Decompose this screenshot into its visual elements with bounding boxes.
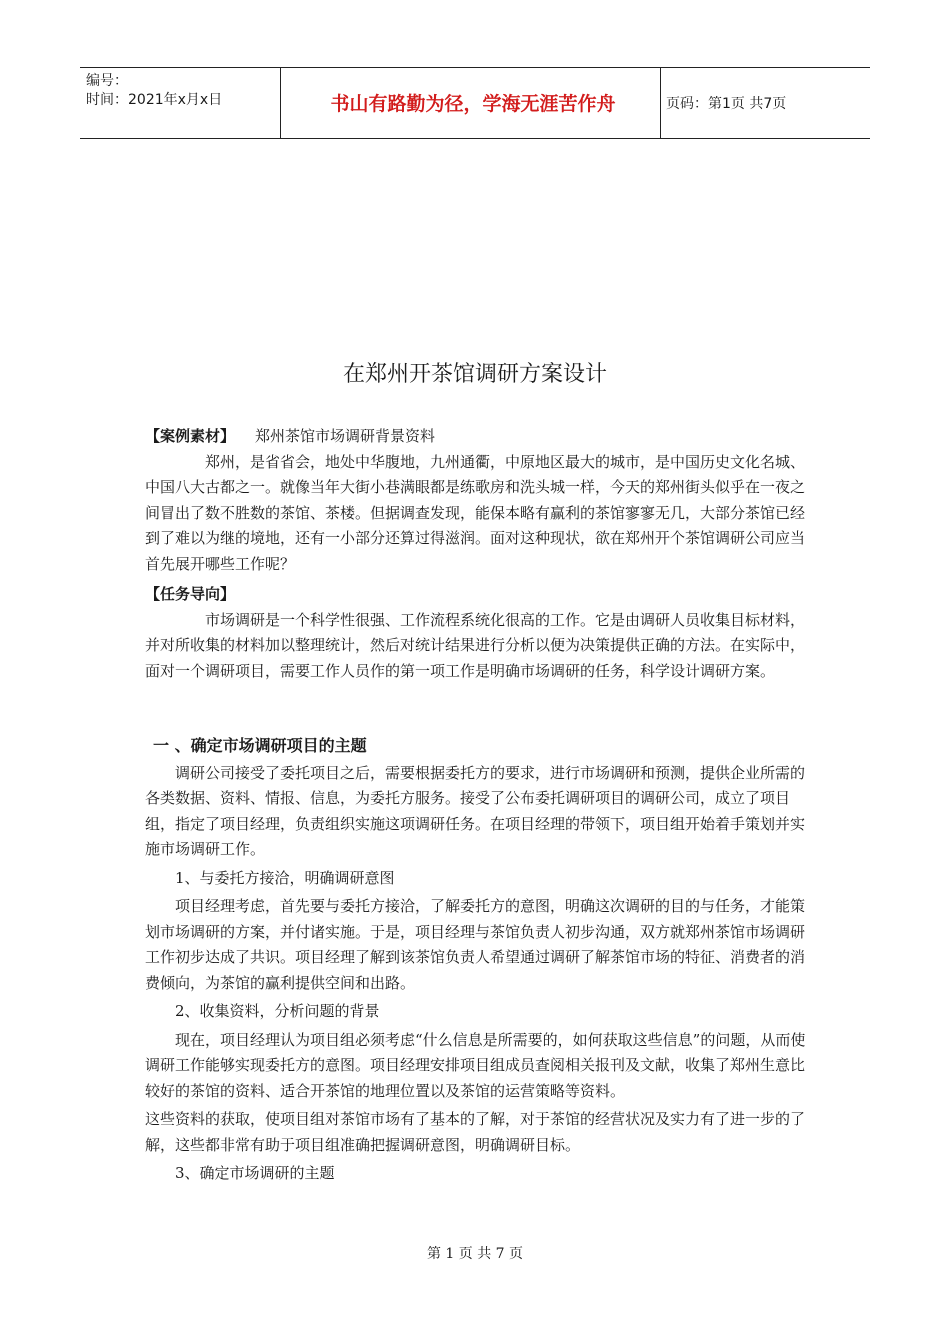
subsection-title-3: 3、确定市场调研的主题 <box>175 1164 335 1182</box>
case-label: 【案例素材】 <box>145 427 236 445</box>
subsection-title-1: 1、与委托方接洽，明确调研意图 <box>175 868 395 887</box>
case-section <box>145 424 810 577</box>
number-label: 编号： <box>86 73 128 89</box>
subsection-body-1: 项目经理考虑，首先要与委托方接洽，了解委托方的意图，明确这次调研的目的与任务，才能策划市场调研的方案，并付诸实施。于是，项目经理与茶馆负责人初步沟通，双方就郑州茶馆市场调研工作初步达成了共识。项目经理了解到该茶馆负责人希望通过调研了解茶馆市场的特征、消费者的消费倾向，为茶馆的赢利提供空间和出路。 <box>145 897 806 992</box>
section-intro: 调研公司接受了委托项目之后，需要根据委托方的要求，进行市场调研和预测，提供企业所需的各类数据、资料、情报、信息，为委托方服务。接受了公布委托调研项目的调研公司，成立了项目组，指定了项目经理，负责组织实施这项调研任务。在项目经理的带领下，项目组开始着手策划并实施市场调研工作。 <box>145 763 806 858</box>
document-title: 在郑州开茶馆调研方案设计 <box>342 362 607 387</box>
task-section <box>145 582 810 684</box>
section-1 <box>145 733 810 1187</box>
header-motto: 书山有路勤为径，学海无涯苦作舟 <box>330 93 616 115</box>
case-body: 郑州，是省省会，地处中华腹地，九州通衢，中原地区最大的城市，是中国历史文化名城、中国八大古都之一。就像当年大街小巷满眼都是练歌房和洗头城一样，今天的郑州街头似乎在一夜之间冒出了数不胜数的茶馆、茶楼。但据调查发现，能保本略有赢利的茶馆寥寥无几，大部分茶馆已经到了难以为继的境地，还有一小部分还算过得滋润。面对这种现状，欲在郑州开个茶馆调研公司应当首先展开哪些工作呢？ <box>145 452 806 573</box>
header-divider <box>660 68 661 138</box>
page-info: 页码：第1页 共7页 <box>666 96 787 112</box>
subsection-body-2b: 这些资料的获取，使项目组对茶馆市场有了基本的了解，对于茶馆的经营状况及实力有了进一步的了解，这些都非常有助于项目组准确把握调研意图，明确调研目标。 <box>145 1110 806 1154</box>
header-divider <box>280 68 281 138</box>
task-label: 【任务导向】 <box>145 585 236 603</box>
section-heading: 一 、确定市场调研项目的主题 <box>153 736 367 755</box>
case-subtitle: 郑州茶馆市场调研背景资料 <box>255 427 436 445</box>
page-footer: 第 1 页 共 7 页 <box>426 1246 524 1262</box>
header-left-cell <box>86 72 222 110</box>
subsection-title-2: 2、收集资料，分析问题的背景 <box>175 1002 380 1020</box>
task-body: 市场调研是一个科学性很强、工作流程系统化很高的工作。它是由调研人员收集目标材料，并对所收集的材料加以整理统计，然后对统计结果进行分析以便为决策提供正确的方法。在实际中，面对一个调研项目，需要工作人员作的第一项工作是明确市场调研的任务，科学设计调研方案。 <box>145 610 806 680</box>
subsection-body-2: 现在，项目经理认为项目组必须考虑“什么信息是所需要的，如何获取这些信息”的问题，从而使调研工作能够实现委托方的意图。项目经理安排项目组成员查阅相关报刊及文献，收集了郑州生意比较好的茶馆的资料、适合开茶馆的地理位置以及茶馆的运营策略等资料。 <box>145 1030 806 1100</box>
header-table <box>80 67 870 139</box>
date-label: 时间：2021年x月x日 <box>86 92 223 108</box>
